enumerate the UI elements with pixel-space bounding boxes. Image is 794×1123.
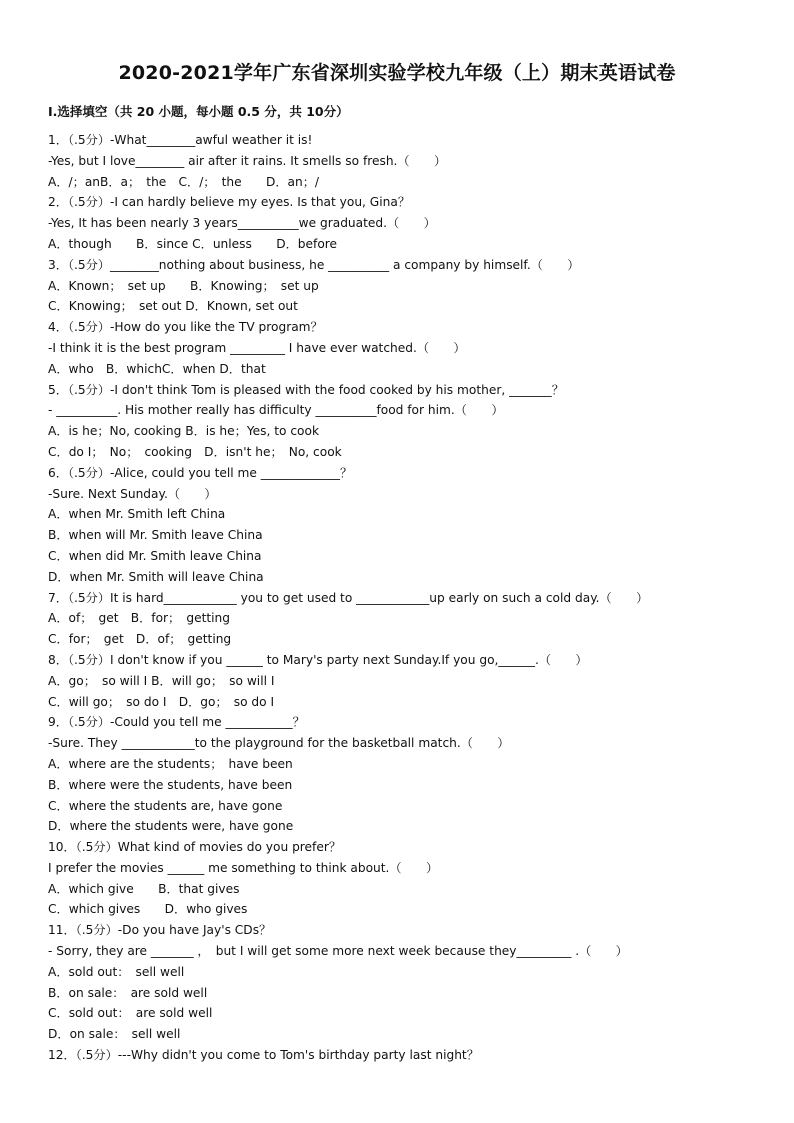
question-line: 3．（.5分）________nothing about business, he __________ a company by himself.（ ）	[48, 257, 580, 272]
question-line: 5．（.5分）-I don't think Tom is pleased with the food cooked by his mother, _______？	[48, 382, 564, 397]
question-line: 10．（.5分）What kind of movies do you prefer？	[48, 840, 342, 855]
question-line: -Sure. They ____________to the playground for the basketball match.（ ）	[48, 736, 510, 751]
question-line: C．Knowing； set out D．Known, set out	[48, 299, 298, 314]
question-line: A．/；anB．a； the C．/； the D．an；/	[48, 174, 320, 189]
question-line: 11．（.5分）-Do you have Jay's CDs？	[48, 923, 272, 938]
question-line: A．which give B．that gives	[48, 881, 240, 896]
question-line: -Sure. Next Sunday.（ ）	[48, 486, 217, 501]
question-line: -I think it is the best program _________ I have ever watched.（ ）	[48, 340, 466, 355]
question-line: - __________. His mother really has difficulty __________food for him.（ ）	[48, 403, 504, 418]
question-line: C．when did Mr. Smith leave China	[48, 548, 262, 563]
question-line: 8．（.5分）I don't know if you ______ to Mary's party next Sunday.If you go,______.（ ）	[48, 652, 588, 667]
question-line: A．Known； set up B．Knowing； set up	[48, 278, 319, 293]
question-line: B．where were the students, have been	[48, 777, 293, 792]
question-line: C．sold out： are sold well	[48, 1006, 213, 1021]
question-line: B．when will Mr. Smith leave China	[48, 528, 263, 543]
question-line: D．on sale： sell well	[48, 1027, 181, 1042]
question-line: -Yes, It has been nearly 3 years__________we graduated.（ ）	[48, 216, 436, 231]
question-line: C．do I； No； cooking D．isn't he； No, cook	[48, 444, 342, 459]
question-line: - Sorry, they are _______ ， but I will get some more next week because they_________ .（ ）	[48, 944, 628, 959]
question-line: A．of； get B．for； getting	[48, 611, 230, 626]
question-line: A．is he；No, cooking B．is he；Yes, to cook	[48, 424, 320, 439]
question-line: 7．（.5分）It is hard____________ you to get used to ____________up early on such a cold day.（ ）	[48, 590, 649, 605]
question-line: I prefer the movies ______ me something to think about.（ ）	[48, 860, 439, 875]
question-line: 4．（.5分）-How do you like the TV program？	[48, 320, 323, 335]
question-line: C．where the students are, have gone	[48, 798, 283, 813]
section-heading: I.选择填空（共 20 小题，每小题 0.5 分，共 10分）	[48, 104, 349, 119]
question-line: A．go； so will I B．will go； so will I	[48, 673, 275, 688]
question-line: A．though B．since C．unless D．before	[48, 236, 338, 251]
question-line: D．where the students were, have gone	[48, 819, 294, 834]
question-line: A．sold out： sell well	[48, 964, 185, 979]
question-line: C．which gives D．who gives	[48, 902, 248, 917]
question-line: 1．（.5分）-What________awful weather it is!	[48, 133, 313, 147]
question-line: 12．（.5分）---Why didn't you come to Tom's birthday party last night？	[48, 1048, 479, 1063]
question-line: 6．（.5分）-Alice, could you tell me _____________？	[48, 465, 353, 480]
question-line: C．will go； so do I D．go； so do I	[48, 694, 275, 709]
question-line: D．when Mr. Smith will leave China	[48, 569, 264, 584]
question-line: A．where are the students； have been	[48, 756, 293, 771]
question-line: A．who B．whichC．when D．that	[48, 361, 266, 376]
question-line: -Yes, but I love________ air after it rains. It smells so fresh.（ ）	[48, 153, 447, 168]
exam-title: 2020-2021学年广东省深圳实验学校九年级（上）期末英语试卷	[118, 62, 676, 84]
question-line: 9．（.5分）-Could you tell me ___________？	[48, 715, 305, 730]
question-line: C．for； get D．of； getting	[48, 632, 232, 647]
question-line: B．on sale： are sold well	[48, 985, 208, 1000]
question-lines	[48, 130, 748, 1066]
question-line: 2．（.5分）-I can hardly believe my eyes. Is that you, Gina？	[48, 195, 411, 210]
question-line: A．when Mr. Smith left China	[48, 507, 226, 522]
